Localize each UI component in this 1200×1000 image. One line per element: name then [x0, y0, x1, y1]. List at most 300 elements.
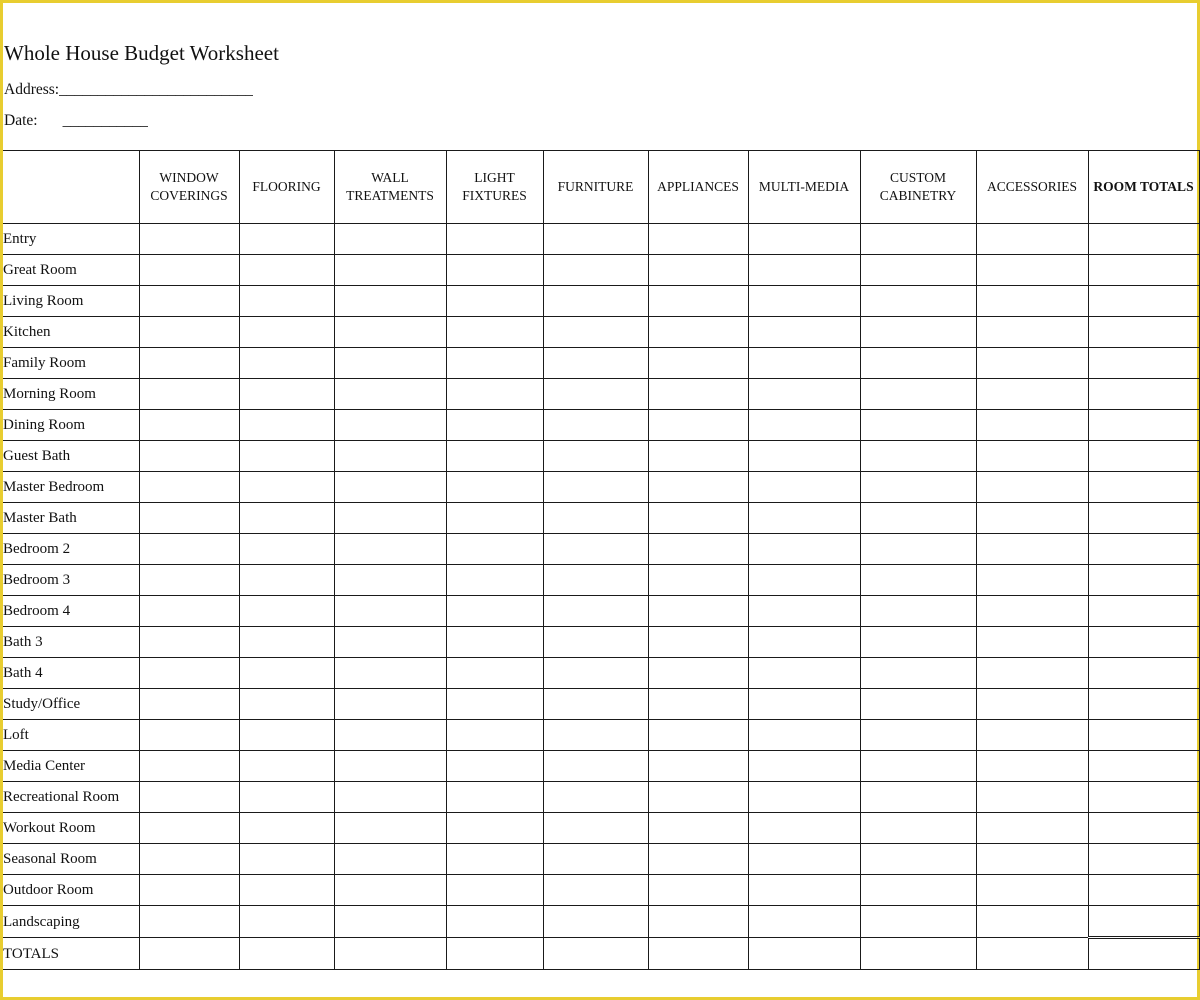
room-total-cell[interactable] [1088, 689, 1199, 720]
budget-cell[interactable] [543, 938, 648, 970]
table-row [3, 441, 1199, 472]
budget-cell[interactable] [860, 627, 976, 658]
budget-cell[interactable] [139, 627, 239, 658]
budget-cell[interactable] [446, 255, 543, 286]
room-total-cell[interactable] [1088, 813, 1199, 844]
budget-cell[interactable] [543, 503, 648, 534]
room-label: Outdoor Room [3, 875, 139, 906]
budget-cell[interactable] [239, 565, 334, 596]
budget-cell[interactable] [860, 906, 976, 938]
table-row [3, 906, 1199, 938]
budget-cell[interactable] [239, 844, 334, 875]
budget-cell[interactable] [334, 565, 446, 596]
budget-cell[interactable] [239, 658, 334, 689]
budget-cell[interactable] [446, 317, 543, 348]
budget-cell[interactable] [976, 875, 1088, 906]
room-label: Family Room [3, 348, 139, 379]
budget-cell[interactable] [543, 317, 648, 348]
budget-cell[interactable] [543, 813, 648, 844]
room-total-cell[interactable] [1088, 224, 1199, 255]
room-label: Morning Room [3, 379, 139, 410]
budget-cell[interactable] [648, 286, 748, 317]
budget-cell[interactable] [239, 596, 334, 627]
budget-cell[interactable] [446, 596, 543, 627]
budget-cell[interactable] [446, 627, 543, 658]
room-total-cell[interactable] [1088, 255, 1199, 286]
budget-cell[interactable] [239, 317, 334, 348]
budget-cell[interactable] [748, 751, 860, 782]
budget-cell[interactable] [976, 751, 1088, 782]
budget-cell[interactable] [334, 751, 446, 782]
budget-cell[interactable] [334, 844, 446, 875]
budget-cell[interactable] [543, 627, 648, 658]
room-label: Master Bath [3, 503, 139, 534]
budget-cell[interactable] [860, 379, 976, 410]
column-header: CUSTOM CABINETRY [860, 151, 976, 224]
budget-cell[interactable] [239, 224, 334, 255]
budget-cell[interactable] [648, 751, 748, 782]
budget-cell[interactable] [139, 689, 239, 720]
room-label: Guest Bath [3, 441, 139, 472]
budget-cell[interactable] [334, 286, 446, 317]
budget-cell[interactable] [860, 565, 976, 596]
budget-cell[interactable] [543, 534, 648, 565]
budget-cell[interactable] [334, 379, 446, 410]
budget-cell[interactable] [334, 348, 446, 379]
room-total-cell[interactable] [1088, 627, 1199, 658]
table-row [3, 596, 1199, 627]
budget-cell[interactable] [446, 844, 543, 875]
room-total-cell[interactable] [1088, 286, 1199, 317]
address-label: Address: [4, 81, 60, 98]
budget-cell[interactable] [543, 782, 648, 813]
budget-cell[interactable] [139, 379, 239, 410]
budget-cell[interactable] [976, 410, 1088, 441]
budget-cell[interactable] [648, 782, 748, 813]
budget-cell[interactable] [446, 379, 543, 410]
budget-cell[interactable] [648, 472, 748, 503]
budget-cell[interactable] [648, 938, 748, 970]
address-line [4, 80, 253, 100]
budget-cell[interactable] [543, 410, 648, 441]
table-row [3, 317, 1199, 348]
budget-cell[interactable] [976, 255, 1088, 286]
budget-cell[interactable] [334, 472, 446, 503]
budget-cell[interactable] [860, 689, 976, 720]
budget-cell[interactable] [139, 286, 239, 317]
room-label: Landscaping [3, 906, 139, 938]
budget-cell[interactable] [748, 317, 860, 348]
room-label: Living Room [3, 286, 139, 317]
budget-cell[interactable] [139, 472, 239, 503]
budget-cell[interactable] [139, 720, 239, 751]
budget-cell[interactable] [446, 782, 543, 813]
budget-cell[interactable] [648, 875, 748, 906]
table-row [3, 627, 1199, 658]
budget-cell[interactable] [239, 689, 334, 720]
date-field[interactable]: ___________ [62, 112, 148, 129]
room-total-cell[interactable] [1088, 441, 1199, 472]
budget-cell[interactable] [648, 255, 748, 286]
budget-cell[interactable] [860, 720, 976, 751]
budget-cell[interactable] [976, 844, 1088, 875]
table-row [3, 379, 1199, 410]
budget-cell[interactable] [139, 410, 239, 441]
budget-cell[interactable] [139, 844, 239, 875]
budget-cell[interactable] [748, 379, 860, 410]
budget-cell[interactable] [239, 720, 334, 751]
budget-cell[interactable] [748, 813, 860, 844]
budget-cell[interactable] [648, 379, 748, 410]
budget-cell[interactable] [748, 627, 860, 658]
budget-cell[interactable] [543, 689, 648, 720]
budget-cell[interactable] [648, 813, 748, 844]
budget-cell[interactable] [239, 782, 334, 813]
budget-cell[interactable] [334, 627, 446, 658]
room-label: Dining Room [3, 410, 139, 441]
budget-cell[interactable] [239, 906, 334, 938]
budget-cell[interactable] [446, 472, 543, 503]
budget-cell[interactable] [860, 813, 976, 844]
budget-cell[interactable] [648, 317, 748, 348]
budget-cell[interactable] [748, 286, 860, 317]
budget-cell[interactable] [543, 379, 648, 410]
budget-cell[interactable] [543, 720, 648, 751]
budget-cell[interactable] [139, 813, 239, 844]
budget-cell[interactable] [334, 410, 446, 441]
budget-cell[interactable] [334, 534, 446, 565]
budget-cell[interactable] [648, 348, 748, 379]
budget-cell[interactable] [976, 224, 1088, 255]
budget-cell[interactable] [239, 472, 334, 503]
budget-cell[interactable] [334, 596, 446, 627]
budget-cell[interactable] [860, 844, 976, 875]
budget-cell[interactable] [239, 441, 334, 472]
budget-cell[interactable] [648, 720, 748, 751]
budget-cell[interactable] [239, 938, 334, 970]
budget-cell[interactable] [648, 658, 748, 689]
budget-cell[interactable] [446, 751, 543, 782]
budget-cell[interactable] [648, 410, 748, 441]
budget-cell[interactable] [976, 379, 1088, 410]
budget-cell[interactable] [446, 534, 543, 565]
budget-cell[interactable] [239, 410, 334, 441]
room-total-cell[interactable] [1088, 875, 1199, 906]
budget-cell[interactable] [748, 596, 860, 627]
room-label: Kitchen [3, 317, 139, 348]
budget-cell[interactable] [748, 720, 860, 751]
budget-cell[interactable] [648, 906, 748, 938]
budget-cell[interactable] [334, 255, 446, 286]
budget-cell[interactable] [239, 875, 334, 906]
budget-cell[interactable] [748, 472, 860, 503]
budget-cell[interactable] [334, 317, 446, 348]
budget-cell[interactable] [648, 689, 748, 720]
budget-cell[interactable] [334, 224, 446, 255]
budget-cell[interactable] [543, 596, 648, 627]
budget-table [3, 150, 1200, 970]
room-total-cell[interactable] [1088, 938, 1199, 970]
room-label: Bedroom 2 [3, 534, 139, 565]
budget-cell[interactable] [860, 286, 976, 317]
budget-cell[interactable] [860, 255, 976, 286]
table-row [3, 751, 1199, 782]
budget-cell[interactable] [239, 503, 334, 534]
room-total-cell[interactable] [1088, 348, 1199, 379]
budget-cell[interactable] [334, 658, 446, 689]
budget-cell[interactable] [543, 472, 648, 503]
budget-cell[interactable] [648, 596, 748, 627]
budget-cell[interactable] [239, 255, 334, 286]
budget-cell[interactable] [748, 875, 860, 906]
budget-cell[interactable] [446, 565, 543, 596]
budget-cell[interactable] [139, 906, 239, 938]
table-body [3, 224, 1199, 970]
room-total-cell[interactable] [1088, 410, 1199, 441]
worksheet-title: Whole House Budget Worksheet [4, 41, 279, 65]
budget-cell[interactable] [976, 348, 1088, 379]
column-header: WALL TREATMENTS [334, 151, 446, 224]
budget-cell[interactable] [543, 565, 648, 596]
budget-cell[interactable] [446, 813, 543, 844]
room-total-cell[interactable] [1088, 503, 1199, 534]
budget-cell[interactable] [446, 906, 543, 938]
room-total-cell[interactable] [1088, 751, 1199, 782]
budget-cell[interactable] [139, 224, 239, 255]
budget-cell[interactable] [748, 224, 860, 255]
budget-cell[interactable] [239, 627, 334, 658]
budget-cell[interactable] [860, 410, 976, 441]
column-header: FURNITURE [543, 151, 648, 224]
budget-cell[interactable] [446, 348, 543, 379]
budget-cell[interactable] [334, 875, 446, 906]
budget-cell[interactable] [860, 503, 976, 534]
budget-cell[interactable] [334, 441, 446, 472]
table-row [3, 938, 1199, 970]
budget-cell[interactable] [139, 503, 239, 534]
budget-cell[interactable] [543, 255, 648, 286]
budget-cell[interactable] [748, 782, 860, 813]
column-header: MULTI-MEDIA [748, 151, 860, 224]
budget-cell[interactable] [446, 441, 543, 472]
budget-cell[interactable] [334, 689, 446, 720]
budget-cell[interactable] [139, 658, 239, 689]
column-header: WINDOW COVERINGS [139, 151, 239, 224]
table-row [3, 534, 1199, 565]
room-total-cell[interactable] [1088, 534, 1199, 565]
budget-cell[interactable] [139, 534, 239, 565]
budget-cell[interactable] [239, 813, 334, 844]
table-row [3, 689, 1199, 720]
budget-cell[interactable] [748, 503, 860, 534]
room-label: Bedroom 3 [3, 565, 139, 596]
budget-cell[interactable] [860, 224, 976, 255]
budget-cell[interactable] [748, 689, 860, 720]
room-total-cell[interactable] [1088, 782, 1199, 813]
budget-cell[interactable] [648, 503, 748, 534]
budget-cell[interactable] [239, 286, 334, 317]
budget-cell[interactable] [239, 751, 334, 782]
budget-cell[interactable] [748, 348, 860, 379]
budget-cell[interactable] [860, 596, 976, 627]
budget-cell[interactable] [748, 565, 860, 596]
budget-cell[interactable] [139, 875, 239, 906]
column-header: APPLIANCES [648, 151, 748, 224]
table-row [3, 503, 1199, 534]
budget-cell[interactable] [139, 441, 239, 472]
budget-cell[interactable] [543, 224, 648, 255]
budget-cell[interactable] [543, 348, 648, 379]
budget-cell[interactable] [334, 720, 446, 751]
budget-cell[interactable] [860, 751, 976, 782]
budget-cell[interactable] [446, 503, 543, 534]
budget-cell[interactable] [139, 348, 239, 379]
room-label: Entry [3, 224, 139, 255]
budget-cell[interactable] [543, 751, 648, 782]
budget-cell[interactable] [976, 503, 1088, 534]
budget-cell[interactable] [543, 441, 648, 472]
budget-cell[interactable] [334, 813, 446, 844]
budget-cell[interactable] [860, 782, 976, 813]
room-total-cell[interactable] [1088, 379, 1199, 410]
budget-cell[interactable] [976, 317, 1088, 348]
table-row [3, 813, 1199, 844]
budget-cell[interactable] [860, 658, 976, 689]
budget-cell[interactable] [334, 503, 446, 534]
budget-cell[interactable] [976, 782, 1088, 813]
budget-cell[interactable] [139, 596, 239, 627]
budget-cell[interactable] [446, 286, 543, 317]
budget-cell[interactable] [976, 689, 1088, 720]
budget-cell[interactable] [239, 348, 334, 379]
room-total-cell[interactable] [1088, 472, 1199, 503]
budget-cell[interactable] [860, 938, 976, 970]
table-row [3, 410, 1199, 441]
header-corner [3, 151, 139, 224]
budget-cell[interactable] [748, 938, 860, 970]
room-label: Bath 4 [3, 658, 139, 689]
table-row [3, 472, 1199, 503]
column-header: ACCESSORIES [976, 151, 1088, 224]
column-header: ROOM TOTALS [1088, 151, 1199, 224]
room-label: Workout Room [3, 813, 139, 844]
date-line [4, 111, 148, 131]
budget-cell[interactable] [748, 534, 860, 565]
budget-cell[interactable] [748, 410, 860, 441]
budget-cell[interactable] [860, 441, 976, 472]
budget-cell[interactable] [648, 224, 748, 255]
budget-cell[interactable] [648, 844, 748, 875]
table-row [3, 565, 1199, 596]
budget-cell[interactable] [139, 938, 239, 970]
table-row [3, 782, 1199, 813]
budget-cell[interactable] [976, 906, 1088, 938]
room-label: TOTALS [3, 938, 139, 970]
budget-cell[interactable] [446, 224, 543, 255]
budget-cell[interactable] [976, 658, 1088, 689]
budget-cell[interactable] [446, 938, 543, 970]
budget-cell[interactable] [139, 565, 239, 596]
budget-cell[interactable] [334, 906, 446, 938]
budget-cell[interactable] [446, 720, 543, 751]
budget-cell[interactable] [239, 534, 334, 565]
budget-cell[interactable] [543, 286, 648, 317]
table-row [3, 875, 1199, 906]
budget-cell[interactable] [139, 751, 239, 782]
room-total-cell[interactable] [1088, 596, 1199, 627]
room-label: Great Room [3, 255, 139, 286]
header-row [3, 151, 1199, 224]
table-row [3, 658, 1199, 689]
budget-cell[interactable] [748, 441, 860, 472]
table-row [3, 844, 1199, 875]
budget-cell[interactable] [976, 441, 1088, 472]
budget-cell[interactable] [139, 782, 239, 813]
budget-cell[interactable] [976, 720, 1088, 751]
budget-cell[interactable] [976, 813, 1088, 844]
budget-cell[interactable] [543, 875, 648, 906]
budget-cell[interactable] [334, 782, 446, 813]
room-label: Bath 3 [3, 627, 139, 658]
budget-cell[interactable] [446, 875, 543, 906]
room-label: Master Bedroom [3, 472, 139, 503]
room-label: Recreational Room [3, 782, 139, 813]
table-row [3, 348, 1199, 379]
budget-cell[interactable] [446, 658, 543, 689]
date-label: Date: [4, 112, 38, 129]
budget-cell[interactable] [976, 472, 1088, 503]
room-total-cell[interactable] [1088, 906, 1199, 938]
room-total-cell[interactable] [1088, 317, 1199, 348]
budget-cell[interactable] [239, 379, 334, 410]
budget-cell[interactable] [860, 317, 976, 348]
room-total-cell[interactable] [1088, 844, 1199, 875]
room-total-cell[interactable] [1088, 658, 1199, 689]
budget-cell[interactable] [139, 255, 239, 286]
budget-cell[interactable] [748, 906, 860, 938]
budget-cell[interactable] [976, 938, 1088, 970]
budget-cell[interactable] [748, 844, 860, 875]
budget-cell[interactable] [860, 348, 976, 379]
budget-cell[interactable] [543, 844, 648, 875]
budget-cell[interactable] [543, 658, 648, 689]
room-label: Seasonal Room [3, 844, 139, 875]
budget-cell[interactable] [543, 906, 648, 938]
budget-cell[interactable] [976, 565, 1088, 596]
budget-cell[interactable] [976, 534, 1088, 565]
budget-cell[interactable] [860, 534, 976, 565]
budget-cell[interactable] [334, 938, 446, 970]
budget-cell[interactable] [648, 441, 748, 472]
room-total-cell[interactable] [1088, 720, 1199, 751]
budget-cell[interactable] [976, 596, 1088, 627]
column-header: FLOORING [239, 151, 334, 224]
budget-cell[interactable] [648, 534, 748, 565]
budget-cell[interactable] [976, 286, 1088, 317]
address-field[interactable]: _________________________ [59, 81, 253, 98]
budget-cell[interactable] [446, 410, 543, 441]
budget-cell[interactable] [139, 317, 239, 348]
budget-cell[interactable] [648, 627, 748, 658]
budget-cell[interactable] [648, 565, 748, 596]
budget-cell[interactable] [748, 658, 860, 689]
budget-cell[interactable] [860, 472, 976, 503]
room-total-cell[interactable] [1088, 565, 1199, 596]
budget-cell[interactable] [976, 627, 1088, 658]
budget-cell[interactable] [860, 875, 976, 906]
budget-cell[interactable] [748, 255, 860, 286]
budget-cell[interactable] [446, 689, 543, 720]
